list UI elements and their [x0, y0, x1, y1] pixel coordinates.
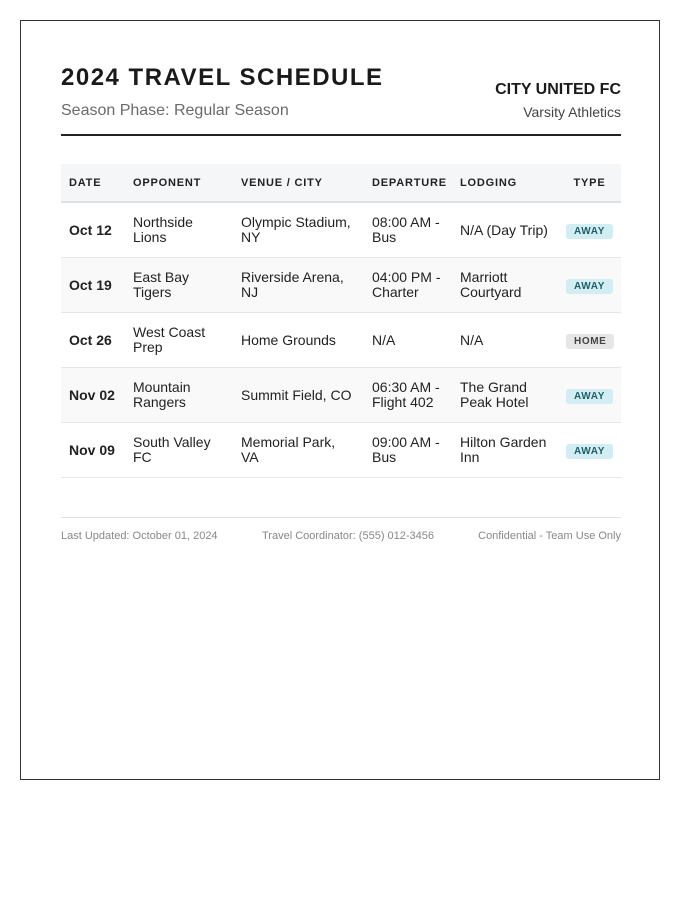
- cell-opponent: West Coast Prep: [125, 313, 233, 368]
- season-phase: Season Phase: Regular Season: [61, 102, 289, 119]
- cell-date: Nov 09: [61, 423, 125, 478]
- table-row: [61, 368, 621, 423]
- cell-lodging: The Grand Peak Hotel: [452, 368, 558, 423]
- cell-type: [558, 423, 621, 478]
- cell-date: Nov 02: [61, 368, 125, 423]
- cell-date: Oct 19: [61, 258, 125, 313]
- status-badge: AWAY: [566, 444, 613, 459]
- cell-date: Oct 12: [61, 202, 125, 258]
- column-header-departure: DEPARTURE: [364, 164, 452, 202]
- document-header: [61, 64, 621, 136]
- cell-opponent: East Bay Tigers: [125, 258, 233, 313]
- cell-lodging: N/A: [452, 313, 558, 368]
- status-badge: AWAY: [566, 224, 613, 239]
- cell-venue: Memorial Park, VA: [233, 423, 364, 478]
- cell-venue: Summit Field, CO: [233, 368, 364, 423]
- table-row: [61, 423, 621, 478]
- document-page: [20, 20, 660, 780]
- column-header-opponent: OPPONENT: [125, 164, 233, 202]
- cell-type: [558, 368, 621, 423]
- cell-departure: N/A: [364, 313, 452, 368]
- cell-lodging: Hilton Garden Inn: [452, 423, 558, 478]
- organization-department: Varsity Athletics: [523, 104, 621, 120]
- cell-date: Oct 26: [61, 313, 125, 368]
- organization-name: CITY UNITED FC: [495, 81, 621, 98]
- page-title: 2024 TRAVEL SCHEDULE: [61, 64, 384, 91]
- cell-opponent: Mountain Rangers: [125, 368, 233, 423]
- cell-departure: 08:00 AM - Bus: [364, 202, 452, 258]
- cell-opponent: Northside Lions: [125, 202, 233, 258]
- travel-coordinator: Travel Coordinator: (555) 012-3456: [262, 530, 435, 542]
- status-badge: AWAY: [566, 389, 613, 404]
- column-header-type: TYPE: [558, 164, 621, 202]
- table-row: [61, 202, 621, 258]
- column-header-date: DATE: [61, 164, 125, 202]
- column-header-venue: VENUE / CITY: [233, 164, 364, 202]
- cell-departure: 06:30 AM - Flight 402: [364, 368, 452, 423]
- status-badge: AWAY: [566, 279, 613, 294]
- cell-venue: Home Grounds: [233, 313, 364, 368]
- cell-type: [558, 313, 621, 368]
- schedule-table: [61, 164, 621, 478]
- last-updated: Last Updated: October 01, 2024: [61, 530, 218, 542]
- confidential-notice: Confidential - Team Use Only: [478, 530, 621, 542]
- column-header-lodging: LODGING: [452, 164, 558, 202]
- cell-type: [558, 258, 621, 313]
- table-row: [61, 258, 621, 313]
- document-footer: [61, 517, 621, 542]
- cell-departure: 09:00 AM - Bus: [364, 423, 452, 478]
- cell-opponent: South Valley FC: [125, 423, 233, 478]
- table-header-row: [61, 164, 621, 202]
- table-row: [61, 313, 621, 368]
- cell-lodging: Marriott Courtyard: [452, 258, 558, 313]
- cell-departure: 04:00 PM - Charter: [364, 258, 452, 313]
- cell-type: [558, 202, 621, 258]
- cell-venue: Riverside Arena, NJ: [233, 258, 364, 313]
- status-badge: HOME: [566, 334, 614, 349]
- cell-venue: Olympic Stadium, NY: [233, 202, 364, 258]
- cell-lodging: N/A (Day Trip): [452, 202, 558, 258]
